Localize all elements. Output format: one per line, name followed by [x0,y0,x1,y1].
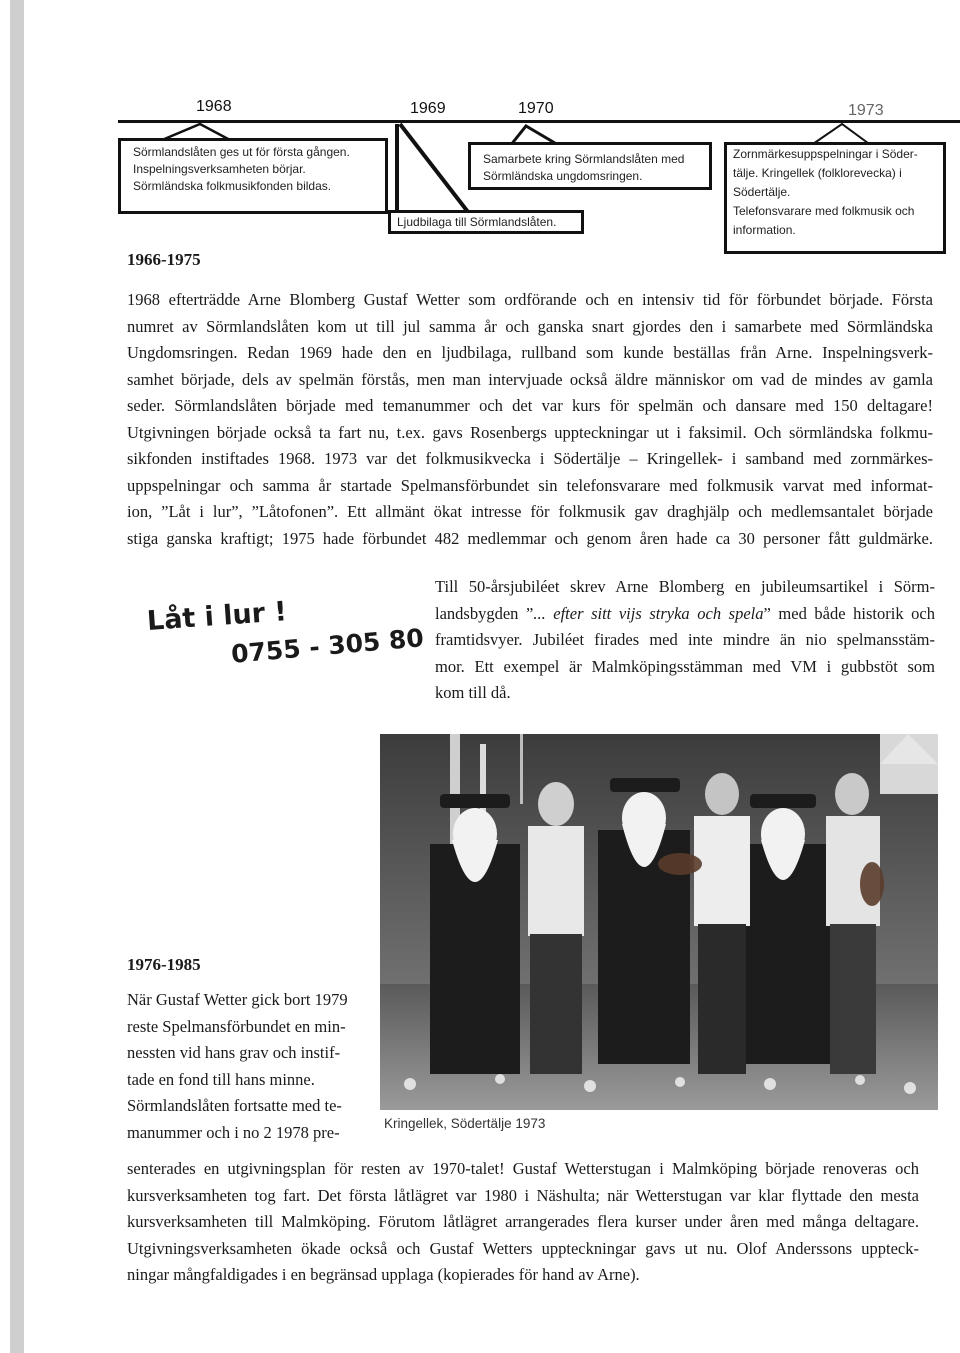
timeline-box-line: Sörmländska folkmusikfonden bildas. [133,179,332,193]
paragraph-line: mor. Ett exempel är Malmköpingsstämman med VM i gubbstöt som [435,656,935,676]
paragraph-line: tade en fond till hans minne. [127,1069,315,1089]
paragraph-line: Sörmlandslåten fortsatte med te- [127,1096,342,1115]
text-run: ” med både historik och [763,603,935,623]
paragraph-line: ningar mångfaldigades i en begränsad upplaga (kopierades för hand av Arne). [127,1265,640,1284]
timeline-box-line: Sörmländska ungdomsringen. [483,169,643,183]
section1-paragraph [127,287,933,552]
timeline-box-line: Sörmlandslåten ges ut för första gången. [133,145,350,159]
paragraph-line: Till 50-årsjubiléet skrev Arne Blomberg en jubileumsartikel i Sörm- [435,577,935,596]
timeline-box-line: Zornmärkesuppspelningar i Söder- [733,147,918,161]
paragraph-line: stiga ganska kraftigt; 1975 hade förbundet 482 medlemmar och genom åren hade ca 30 personer fått guldmärke. [127,528,933,548]
timeline-box-line: Södertälje. [733,185,791,199]
section-heading-1976-1985: 1976-1985 [127,955,201,974]
section2-paragraph [127,1156,919,1289]
timeline-box-line: Telefonsvarare med folkmusik och [733,204,915,218]
paragraph-line: ion, ”Låt i lur”, ”Låtofonen”. Ett allmänt ökat intresse för folkmusik gav draghjälp och medlemsantalet började [127,502,933,521]
article-title: ... efter sitt vijs stryka och spela [533,603,764,623]
paragraph-line: kursverksamheten till Malmköping. Förutom låtlägret arrangerades flera kurser under åren med många deltagare. [127,1212,919,1231]
year-1970: 1970 [518,100,554,117]
lat-i-lur-title: Låt i lur ! [146,596,288,637]
photo-kringellek [380,734,938,1110]
paragraph-line: seder. Sörmlandslåten började med temanummer och det var kurs för spelmän och dansare med 150 deltagare! [127,396,933,415]
paragraph-line: kom till då. [435,683,511,702]
timeline-box-1968 [118,138,388,214]
timeline-box-line: tälje. Kringellek (folklorevecka) i [733,166,902,180]
section-heading-1966-1975: 1966-1975 [127,250,201,269]
paragraph-line: Ungdomsringen. Redan 1969 hade den en ljudbilaga, rullband som kunde beställas från Arne. Inspelningsverk- [127,343,933,362]
paragraph-line [435,601,935,628]
year-1968: 1968 [196,98,232,115]
paragraph-line: uppspelningar och samma år startade Spelmansförbundet sin telefonsvarare med folkmusik varvat med informat- [127,475,933,495]
paragraph-line: manummer och i no 2 1978 pre- [127,1122,340,1142]
paragraph-line: Utgivningen började också ta fart nu, t.ex. gavs Rosenbergs uppteckningar ut i faksimil. Och sörmländska folkmu- [127,422,933,442]
photo-caption: Kringellek, Södertälje 1973 [384,1116,546,1131]
year-1973: 1973 [848,102,884,119]
paragraph-line: nessten vid hans grav och instif- [127,1043,341,1062]
timeline-box-line: information. [733,223,796,237]
section2-narrow-paragraph [127,987,367,1146]
timeline-box-1969 [388,210,584,234]
paragraph-line: kursverksamheten tog fart. Det första låtlägret var 1980 i Näshulta; när Wetterstugan var klar flyttade den mesta [127,1185,919,1205]
paragraph-line: framtidsvyer. Jubiléet firades med inte mindre än nio spelmansstäm- [435,630,935,649]
jubilee-paragraph [435,574,935,707]
paragraph-line: Utgivningsverksamheten ökade också och Gustaf Wetters uppteckningar gavs ut nu. Olof Anderssons uppteck- [127,1238,919,1258]
paragraph-line: senterades en utgivningsplan för resten av 1970-talet! Gustaf Wetterstugan i Malmköping började renoveras och [127,1159,919,1178]
lat-i-lur-phone-number: 0755 - 305 80 [230,623,425,669]
paragraph-line: 1968 efterträdde Arne Blomberg Gustaf Wetter som ordförande och en intensiv tid för förbundet började. Första [127,290,933,309]
paragraph-line: samhet började, dels av spelmän förstås, men man intervjuade också äldre människor om vad de mindes av gamla [127,369,933,389]
year-1969: 1969 [410,100,446,117]
paragraph-line: När Gustaf Wetter gick bort 1979 [127,990,348,1009]
photo-illustration [380,734,938,1110]
timeline-box-1973 [724,142,946,254]
timeline-box-line: Inspelningsverksamheten börjar. [133,162,306,176]
timeline-box-line: Samarbete kring Sörmlandslåten med [483,152,685,166]
paragraph-line: reste Spelmansförbundet en min- [127,1016,346,1036]
text-run: landsbygden ” [435,603,534,623]
timeline-box-line: Ljudbilaga till Sörmlandslåten. [397,215,557,229]
paragraph-line: numret av Sörmlandslåten kom ut till jul samma år och ganska snart gjordes den i samarbete med Sörmländska [127,316,933,336]
paragraph-line: sikfonden instiftades 1968. 1973 var det folkmusikvecka i Södertälje – Kringellek- i samband med zornmärkes- [127,449,933,468]
timeline-box-1970 [468,142,712,190]
